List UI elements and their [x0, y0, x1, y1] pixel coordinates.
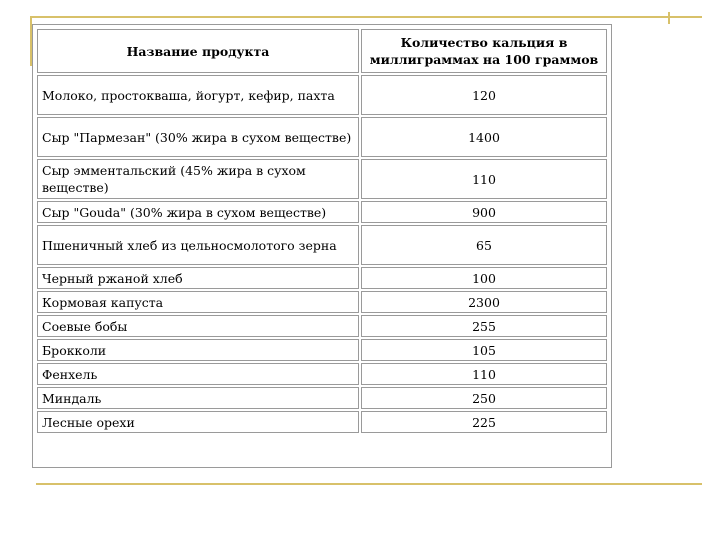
- product-name-cell: Лесные орехи: [37, 411, 359, 433]
- product-name-cell: Пшеничный хлеб из цельносмолотого зерна: [37, 225, 359, 265]
- table-row: [37, 411, 607, 433]
- product-name-cell: Соевые бобы: [37, 315, 359, 337]
- table-row: [37, 315, 607, 337]
- calcium-value-cell: 255: [361, 315, 607, 337]
- calcium-value-cell: 225: [361, 411, 607, 433]
- table-row: [37, 75, 607, 115]
- calcium-table-frame: [32, 24, 612, 468]
- product-name-cell: Сыр "Пармезан" (30% жира в сухом веществе): [37, 117, 359, 157]
- product-name-cell: Кормовая капуста: [37, 291, 359, 313]
- slide-bottom-rule: [36, 483, 702, 485]
- table-row: [37, 201, 607, 223]
- product-name-cell: Фенхель: [37, 363, 359, 385]
- table-row: [37, 225, 607, 265]
- table-row: [37, 291, 607, 313]
- table-row: [37, 339, 607, 361]
- table-row: [37, 363, 607, 385]
- product-name-cell: Сыр "Gouda" (30% жира в сухом веществе): [37, 201, 359, 223]
- calcium-table: [35, 27, 609, 435]
- table-row: [37, 159, 607, 199]
- table-header-row: [37, 29, 607, 73]
- table-row: [37, 267, 607, 289]
- product-name-cell: Миндаль: [37, 387, 359, 409]
- table-row: [37, 387, 607, 409]
- header-product-name: Название продукта: [37, 29, 359, 73]
- calcium-value-cell: 2300: [361, 291, 607, 313]
- calcium-value-cell: 100: [361, 267, 607, 289]
- product-name-cell: Молоко, простокваша, йогурт, кефир, пахта: [37, 75, 359, 115]
- calcium-value-cell: 110: [361, 159, 607, 199]
- calcium-value-cell: 65: [361, 225, 607, 265]
- calcium-value-cell: 105: [361, 339, 607, 361]
- calcium-value-cell: 110: [361, 363, 607, 385]
- slide-top-rule: [30, 16, 702, 18]
- calcium-value-cell: 250: [361, 387, 607, 409]
- calcium-value-cell: 1400: [361, 117, 607, 157]
- product-name-cell: Черный ржаной хлеб: [37, 267, 359, 289]
- table-row: [37, 117, 607, 157]
- calcium-value-cell: 900: [361, 201, 607, 223]
- product-name-cell: Брокколи: [37, 339, 359, 361]
- calcium-value-cell: 120: [361, 75, 607, 115]
- product-name-cell: Сыр эмментальский (45% жира в сухом веществе): [37, 159, 359, 199]
- header-calcium-amount: Количество кальция в миллиграммах на 100 граммов: [361, 29, 607, 73]
- slide-top-tick: [668, 12, 670, 24]
